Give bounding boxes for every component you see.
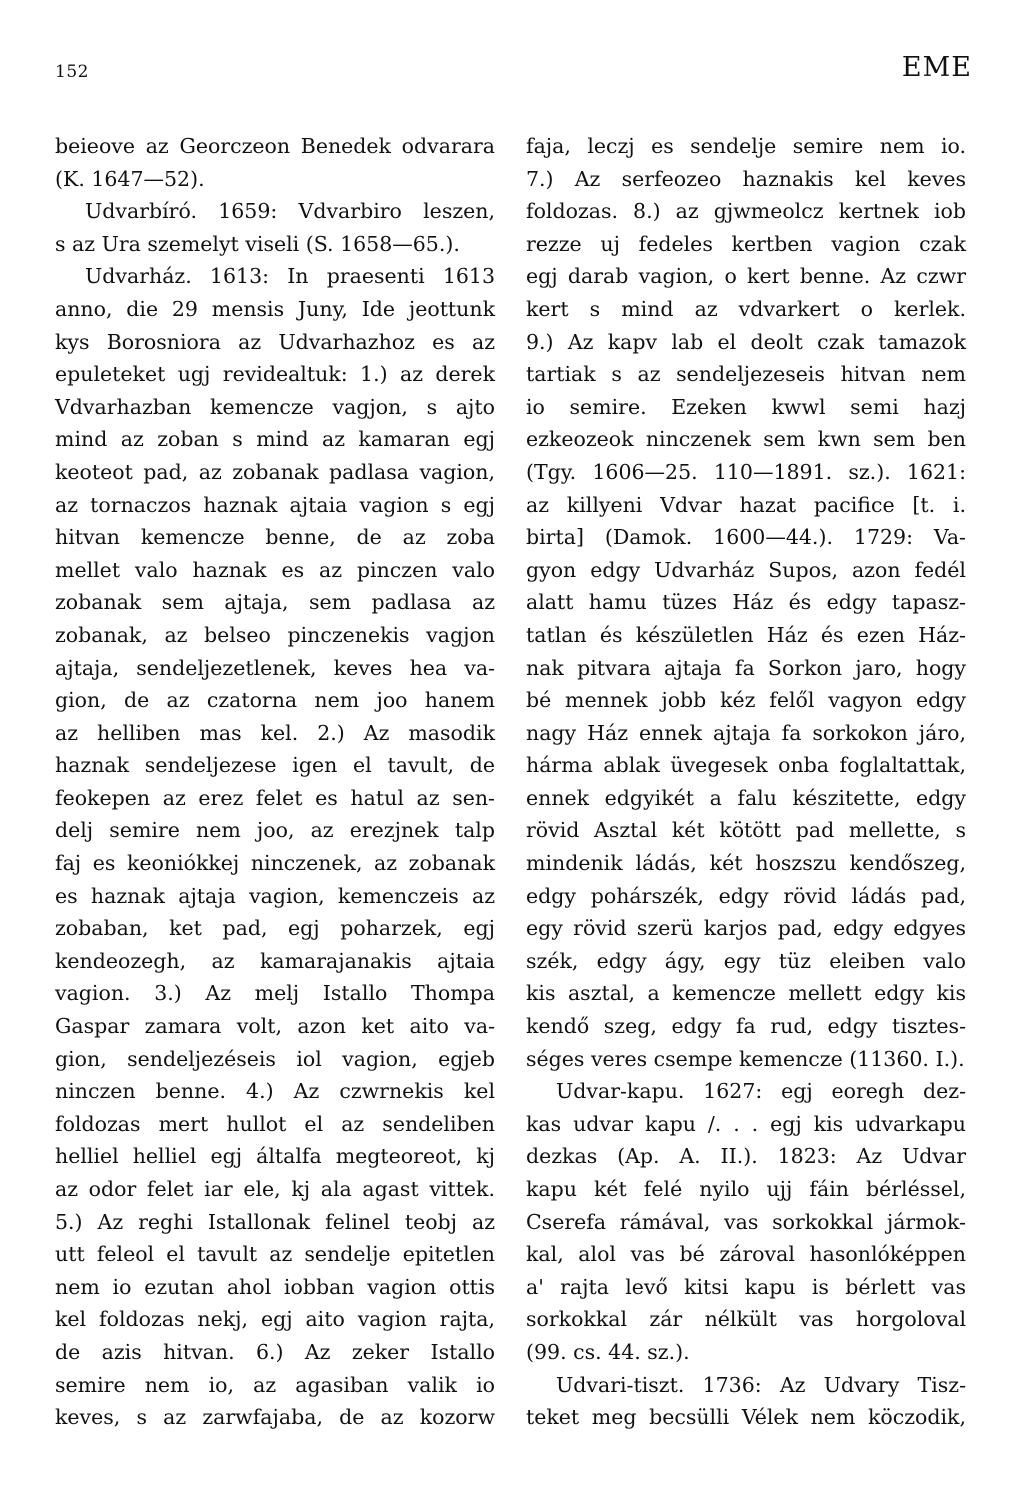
text-line: nak pitvara ajtaja fa Sorkon jaro, hogy — [526, 655, 966, 680]
text-line: dezkas (Ap. A. II.). 1823: Az Udvar — [526, 1144, 966, 1169]
text-line: ajtaja, sendeljezetlenek, keves hea va- — [55, 655, 495, 680]
text-line: az killyeni Vdvar hazat pacifice [t. i. — [526, 492, 966, 517]
text-line: gion, sendeljezéseis iol vagion, egjeb — [55, 1046, 495, 1071]
text-line: keoteot pad, az zobanak padlasa vagion, — [55, 459, 495, 484]
text-line: Cserefa rámával, vas sorkokkal jármok- — [526, 1209, 966, 1234]
text-line: egy rövid szerü karjos pad, edgy edgyes — [526, 916, 966, 941]
text-line: Gaspar zamara volt, azon ket aito va- — [55, 1014, 495, 1039]
text-line: kel foldozas nekj, egj aito vagion rajta, — [55, 1307, 495, 1332]
text-line: zobaban, ket pad, egj poharzek, egj — [55, 916, 495, 941]
text-line: Udvarbíró. 1659: Vdvarbiro leszen, — [85, 199, 495, 224]
text-line: epuleteket ugj revidealtuk: 1.) az derek — [55, 362, 495, 387]
text-line: Vdvarhazban kemencze vagjon, s ajto — [55, 394, 495, 419]
text-line: rezze uj fedeles kertben vagion czak — [526, 231, 966, 256]
text-line: kys Borosniora az Udvarhazhoz es az — [55, 329, 495, 354]
text-line: es haznak ajtaja vagion, kemenczeis az — [55, 883, 495, 908]
text-line: (K. 1647—52). — [55, 166, 205, 191]
text-line: alatt hamu tüzes Ház és edgy tapasz- — [526, 590, 966, 615]
text-line: semire nem io, az agasiban valik io — [55, 1372, 495, 1397]
text-line: a' rajta levő kitsi kapu is bérlett vas — [526, 1274, 966, 1299]
text-line: de azis hitvan. 6.) Az zeker Istallo — [55, 1339, 495, 1364]
text-line: mind az zoban s mind az kamaran egj — [55, 427, 495, 452]
text-line: foldozas mert hullot el az sendeliben — [55, 1111, 495, 1136]
text-line: nagy Ház ennek ajtaja fa sorkokon járo, — [526, 720, 966, 745]
text-line: faj es keoniókkej ninczenek, az zobanak — [55, 851, 495, 876]
text-line: feokepen az erez felet es hatul az sen- — [55, 785, 495, 810]
text-line: rövid Asztal két kötött pad mellette, s — [526, 818, 966, 843]
text-line: anno, die 29 mensis Juny, Ide jeottunk — [55, 296, 495, 321]
text-line: gyon edgy Udvarház Supos, azon fedél — [526, 557, 966, 582]
text-line: beieove az Georczeon Benedek odvarara — [55, 134, 495, 158]
text-line: tartiak s az sendeljezeseis hitvan nem — [526, 362, 966, 387]
text-line: 5.) Az reghi Istallonak felinel teobj az — [55, 1209, 495, 1234]
text-line: haznak sendeljezese igen el tavult, de — [55, 753, 495, 778]
right-column — [526, 130, 966, 1434]
text-line: utt feleol el tavult az sendelje epitetlen — [55, 1242, 495, 1267]
text-line: io semire. Ezeken kwwl semi hazj — [526, 394, 966, 419]
text-line: mindenik ládás, két hoszszu kendőszeg, — [526, 851, 966, 876]
text-line: kendeozegh, az kamarajanakis ajtaia — [55, 948, 495, 973]
text-line: ennek edgyikét a falu készitette, edgy — [526, 785, 966, 810]
page-number: 152 — [55, 62, 89, 82]
text-line: Udvarház. 1613: In praesenti 1613 — [85, 264, 495, 289]
text-line: s az Ura szemelyt viseli (S. 1658—65.). — [55, 231, 460, 256]
text-line: foldozas. 8.) az gjwmeolcz kertnek iob — [526, 199, 966, 224]
text-line: zobanak sem ajtaja, sem padlasa az — [55, 590, 495, 615]
text-line: hitvan kemencze benne, de az zoba — [55, 525, 495, 550]
text-line: kert s mind az vdvarkert o kerlek. — [526, 296, 966, 321]
text-line: teket meg becsülli Vélek nem köczodik, — [526, 1405, 966, 1430]
text-line: (Tgy. 1606—25. 110—1891. sz.). 1621: — [526, 459, 966, 484]
text-line: 9.) Az kapv lab el deolt czak tamazok — [526, 329, 966, 354]
text-line: sorkokkal zár nélkült vas horgoloval — [526, 1307, 966, 1332]
text-line: 7.) Az serfeozeo haznakis kel keves — [526, 166, 966, 191]
text-line: Udvar-kapu. 1627: egj eoregh dez- — [556, 1079, 966, 1104]
text-line: Udvari-tiszt. 1736: Az Udvary Tisz- — [556, 1372, 966, 1397]
text-line: hárma ablak üvegesek onba foglaltattak, — [526, 753, 966, 778]
text-line: egj darab vagion, o kert benne. Az czwr — [526, 264, 966, 289]
text-line: birta] (Damok. 1600—44.). 1729: Va- — [526, 525, 966, 550]
text-line: az helliben mas kel. 2.) Az masodik — [55, 720, 495, 745]
text-line: az odor felet iar ele, kj ala agast vittek. — [55, 1177, 495, 1201]
text-line: nem io ezutan ahol iobban vagion ottis — [55, 1274, 495, 1299]
left-column — [55, 130, 495, 1434]
text-line: tatlan és készületlen Ház és ezen Ház- — [526, 622, 966, 647]
text-line: mellet valo haznak es az pinczen valo — [55, 557, 495, 582]
text-line: (99. cs. 44. sz.). — [526, 1339, 690, 1364]
text-line: keves, s az zarwfajaba, de az kozorw — [55, 1405, 495, 1430]
text-line: séges veres csempe kemencze (11360. I.). — [526, 1046, 965, 1071]
text-line: ninczen benne. 4.) Az czwrnekis kel — [55, 1079, 495, 1104]
text-line: vagion. 3.) Az melj Istallo Thompa — [55, 981, 495, 1006]
text-line: bé mennek jobb kéz felől vagyon edgy — [526, 688, 966, 713]
text-line: kal, alol vas bé zároval hasonlóképpen — [526, 1242, 966, 1267]
text-line: kas udvar kapu /. . . egj kis udvarkapu — [526, 1111, 966, 1136]
text-line: edgy pohárszék, edgy rövid ládás pad, — [526, 883, 966, 908]
text-line: gion, de az czatorna nem joo hanem — [55, 688, 495, 713]
text-line: kapu két felé nyilo ujj fáin bérléssel, — [526, 1177, 966, 1201]
text-line: szék, edgy ágy, egy tüz eleiben valo — [526, 948, 966, 973]
text-line: zobanak, az belseo pinczenekis vagjon — [55, 622, 495, 647]
text-line: kendő szeg, edgy fa rud, edgy tisztes- — [526, 1014, 966, 1039]
text-line: delj semire nem joo, az erezjnek talp — [55, 818, 495, 843]
text-line: helliel helliel egj általfa megteoreot, kj — [55, 1144, 495, 1169]
text-line: az tornaczos haznak ajtaia vagion s egj — [55, 492, 495, 517]
text-line: ezkeozeok ninczenek sem kwn sem ben — [526, 427, 966, 452]
text-line: faja, leczj es sendelje semire nem io. — [526, 134, 966, 158]
text-line: kis asztal, a kemencze mellett edgy kis — [526, 981, 966, 1006]
running-head: EME — [901, 52, 972, 83]
